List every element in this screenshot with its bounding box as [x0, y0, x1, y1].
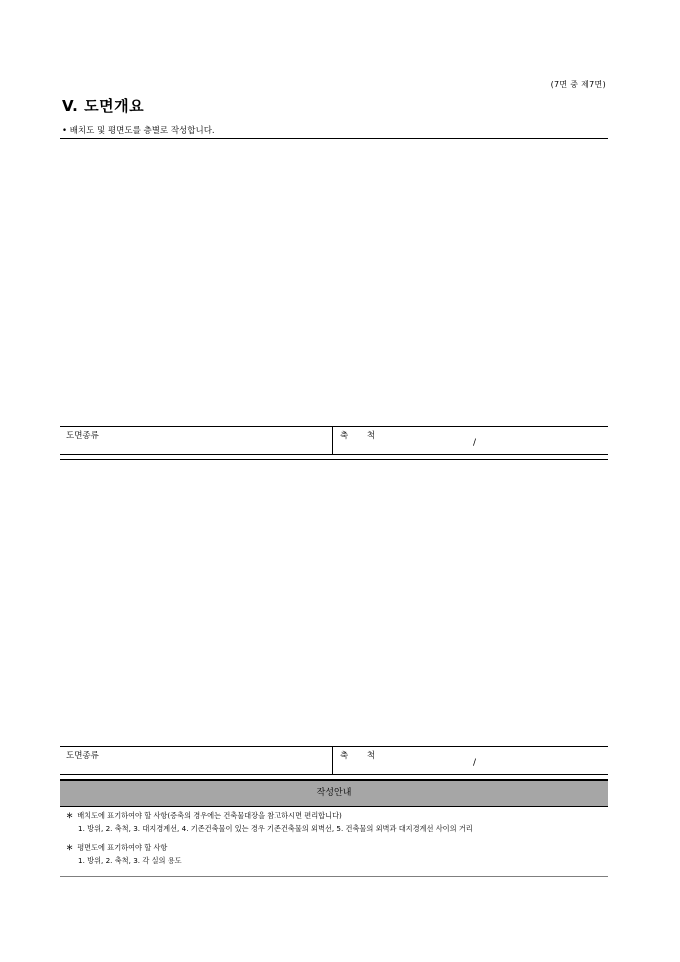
guide-item-detail: 1. 방위, 2. 축척, 3. 대지경계선, 4. 기존건축물이 있는 경우 기존건축물의 외벽선, 5. 건축물의 외벽과 대지경계선 사이의 거리	[78, 823, 473, 833]
scale-label: 축 척	[340, 431, 384, 441]
drawing-type-cell	[60, 747, 333, 774]
guide-item-heading-text: 배치도에 표기하여야 할 사항(증축의 경우에는 건축물대장을 참고하시면 편리합니다)	[77, 811, 342, 820]
section-title: V. 도면개요	[62, 97, 145, 115]
section-subtitle: • 배치도 및 평면도를 층별로 작성합니다.	[62, 126, 215, 136]
guide-item-heading	[66, 843, 182, 853]
asterisk-icon: ＊	[66, 811, 74, 820]
drawing-area-2	[60, 461, 608, 746]
scale-value: /	[473, 758, 477, 768]
drawing-type-cell	[60, 427, 333, 454]
page-number: (7면 중 제7면)	[550, 80, 606, 89]
guide-item-floor-plan	[66, 843, 182, 865]
scale-label: 축 척	[340, 751, 384, 761]
guide-item-detail: 1. 방위, 2. 축척, 3. 각 실의 용도	[78, 855, 182, 865]
drawing-area-1	[60, 139, 608, 426]
guide-item-site-plan	[66, 811, 473, 833]
guide-bottom-rule	[60, 876, 608, 877]
asterisk-icon: ＊	[66, 843, 74, 852]
drawing-caption-1	[60, 426, 608, 455]
drawing-type-label: 도면종류	[66, 751, 99, 761]
scale-value: /	[473, 438, 477, 448]
drawing-caption-2	[60, 746, 608, 775]
guide-header: 작성안내	[60, 780, 608, 807]
drawing-type-label: 도면종류	[66, 431, 99, 441]
guide-item-heading	[66, 811, 473, 821]
guide-item-heading-text: 평면도에 표기하여야 할 사항	[77, 843, 168, 852]
